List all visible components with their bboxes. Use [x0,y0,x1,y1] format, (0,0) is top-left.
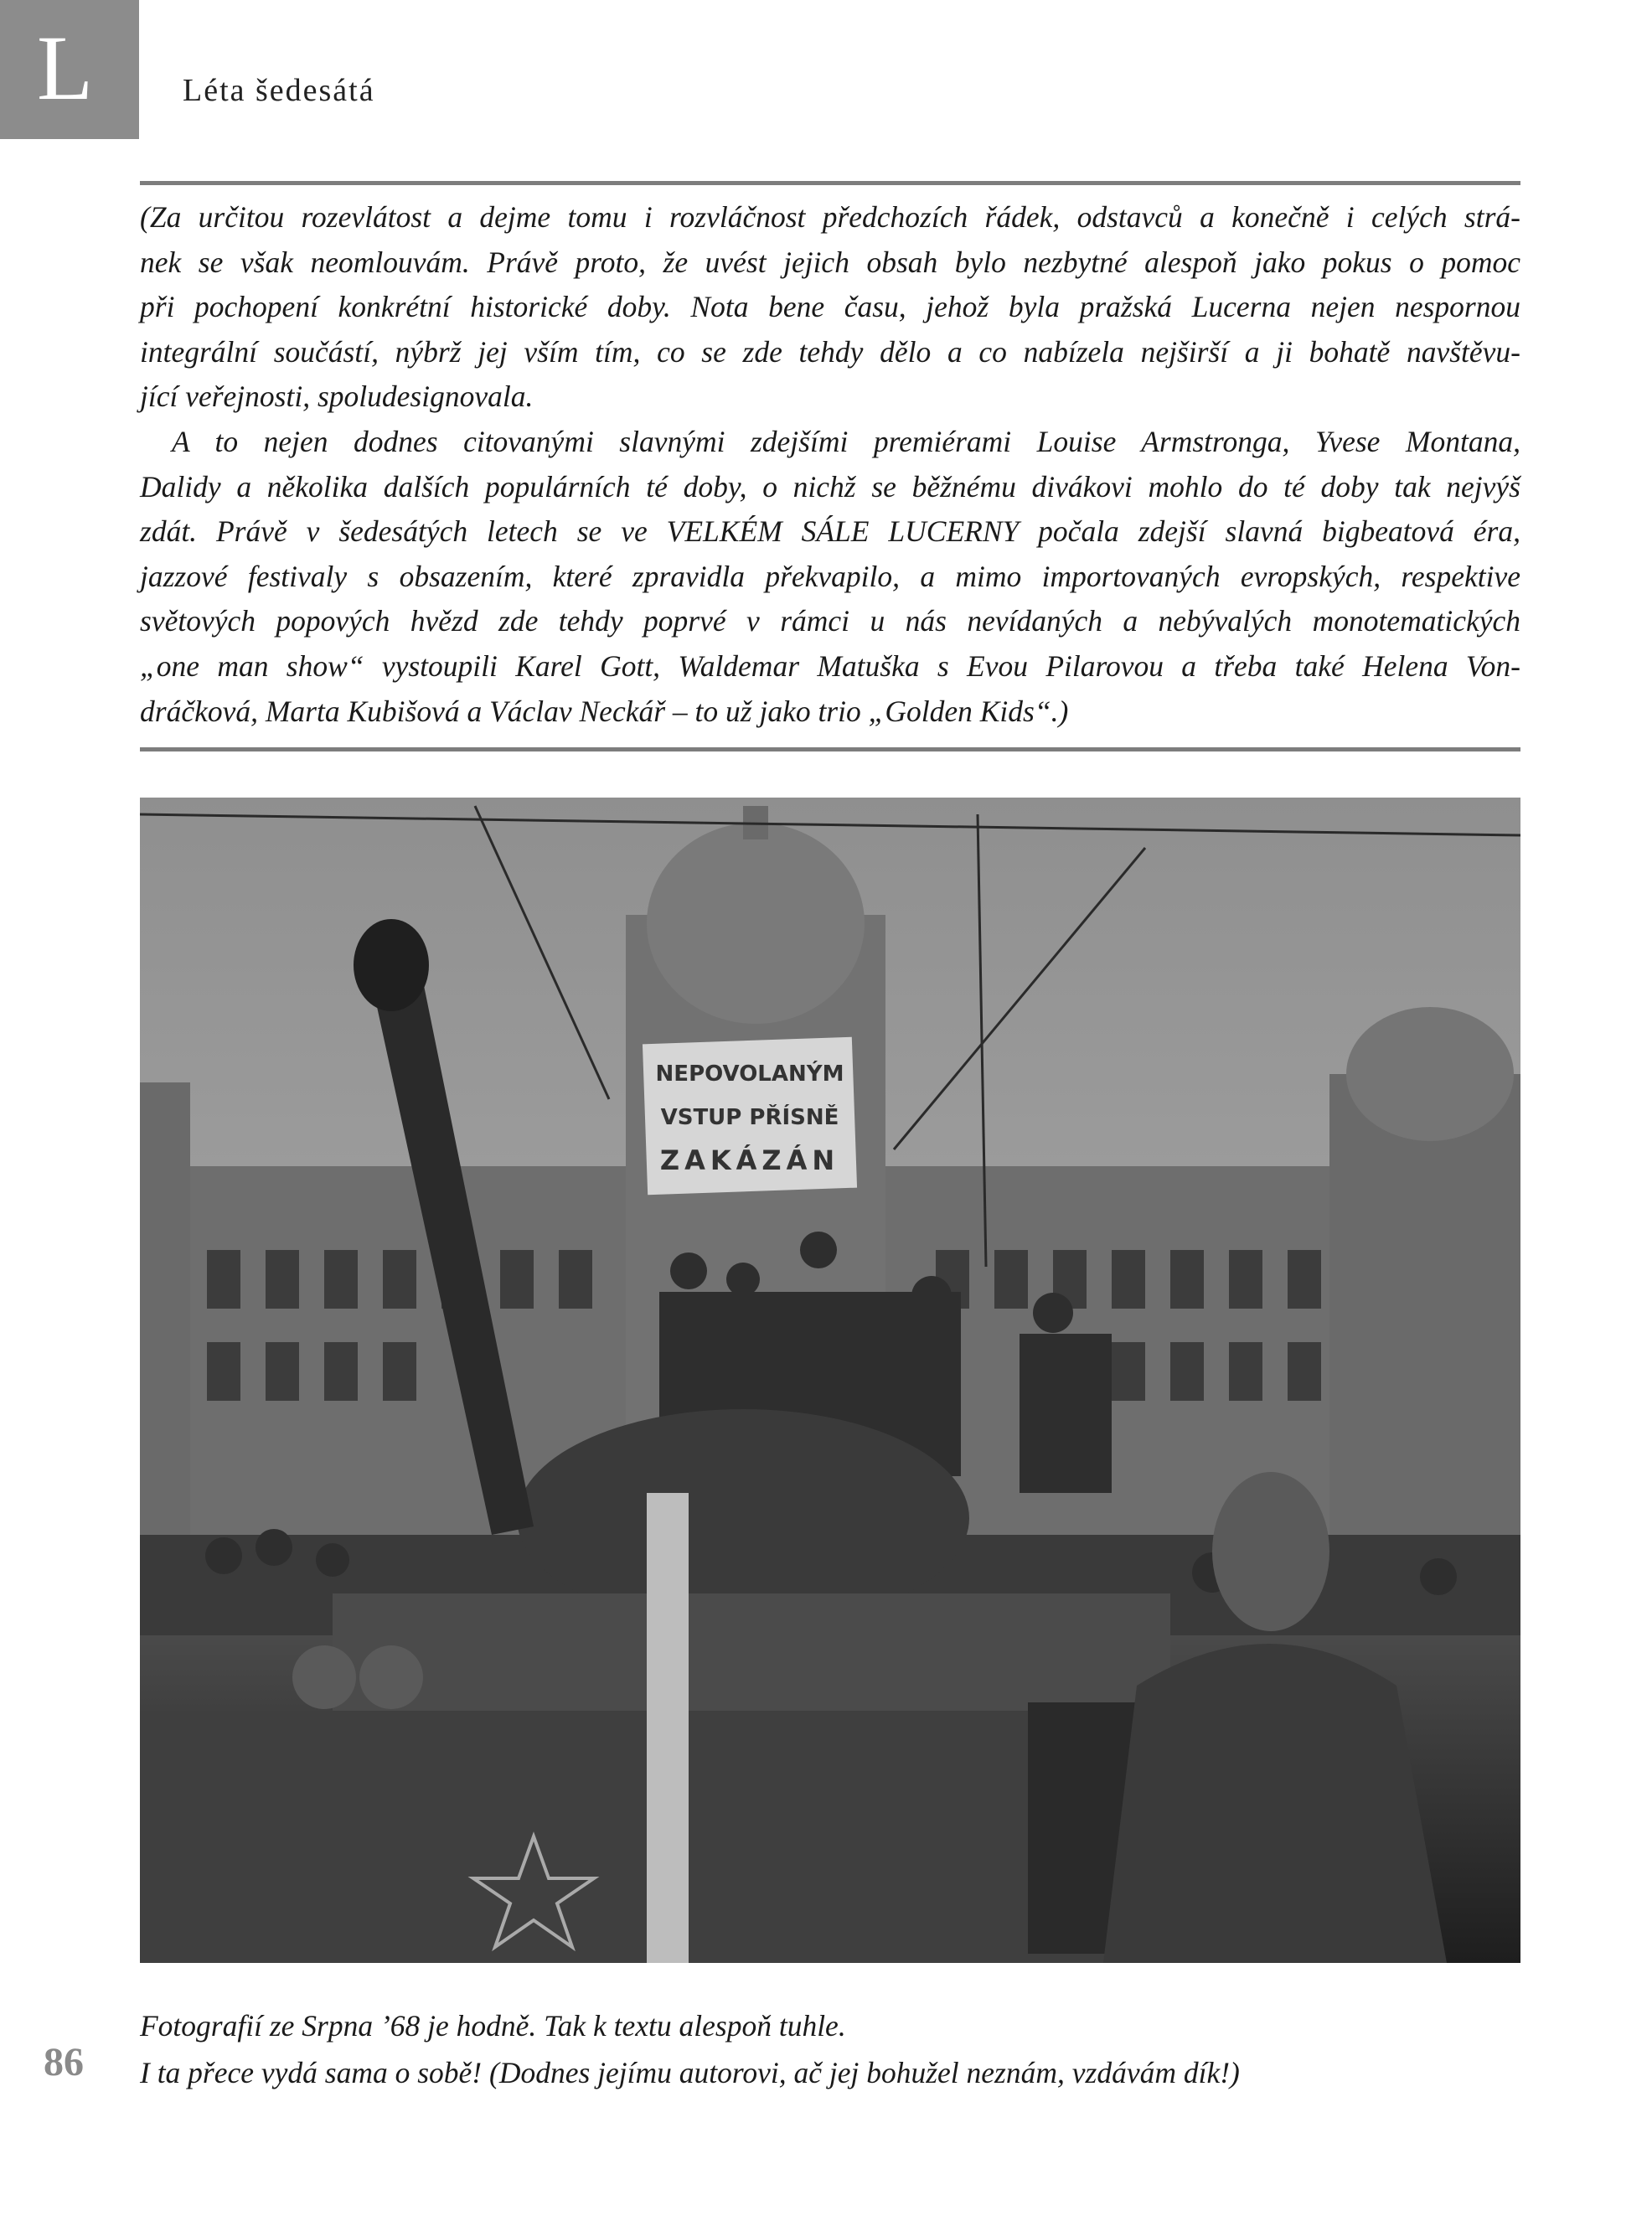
photo-tank-wenceslas-square [140,798,1520,1963]
photo-illustration [140,798,1520,1963]
text-line: nek se však neomlouvám. Právě proto, že uvést jejich obsah bylo nezbytné alespoň jako pokus o pomoc [140,245,1520,279]
chapter-tab [0,0,139,139]
text-line: (Za určitou rozevlátost a dejme tomu i rozvláčnost předchozích řádek, odstavců a konečně i celých strá- [140,200,1520,234]
text-line: dráčková, Marta Kubišová a Václav Neckář – to už jako trio „Golden Kids“.) [140,694,1069,728]
sign-line: NEPOVOLANÝM [655,1061,844,1087]
text-line: jazzové festivaly s obsazením, které zpravidla překvapilo, a mimo importovaných evropských, respektive [140,559,1520,593]
bottom-rule [140,747,1520,751]
caption-line: Fotografií ze Srpna ’68 je hodně. Tak k textu alespoň tuhle. [140,2009,846,2043]
text-line: „one man show“ vystoupili Karel Gott, Waldemar Matuška s Evou Pilarovou a třeba také Helena Von- [140,648,1520,683]
running-title: Léta šedesátá [183,73,375,108]
body-text [140,195,1520,734]
text-line: A to nejen dodnes citovanými slavnými zdejšími premiérami Louise Armstronga, Yvese Montana, [172,424,1520,458]
chapter-letter: L [37,17,94,119]
sign-line: VSTUP PŘÍSNĚ [660,1105,839,1130]
text-line: při pochopení konkrétní historické doby. Nota bene času, jehož byla pražská Lucerna nejen nespornou [140,290,1520,324]
text-line: světových popových hvězd zde tehdy poprvé v rámci u nás nevídaných a nebývalých monotematických [140,604,1520,638]
page-number: 86 [44,2040,84,2084]
text-line: Dalidy a několika dalších populárních té doby, o nichž se běžnému divákovi mohlo do té doby tak nejvýš [140,469,1520,504]
sign-line: ZAKÁZÁN [659,1144,840,1176]
photo-caption [140,2002,1240,2096]
text-line: zdát. Právě v šedesátých letech se ve VELKÉM SÁLE LUCERNY počala zdejší slavná bigbeatová éra, [140,514,1520,549]
caption-line: I ta přece vydá sama o sobě! (Dodnes jejímu autorovi, ač jej bohužel neznám, vzdávám dík!) [140,2056,1240,2089]
text-line: jící veřejnosti, spoludesignovala. [140,380,534,414]
top-rule [140,181,1520,185]
protest-sign [643,1037,857,1196]
text-line: integrální součástí, nýbrž jej vším tím, co se zde tehdy dělo a co nabízela nejširší a ji bohatě navštěvu- [140,334,1520,369]
